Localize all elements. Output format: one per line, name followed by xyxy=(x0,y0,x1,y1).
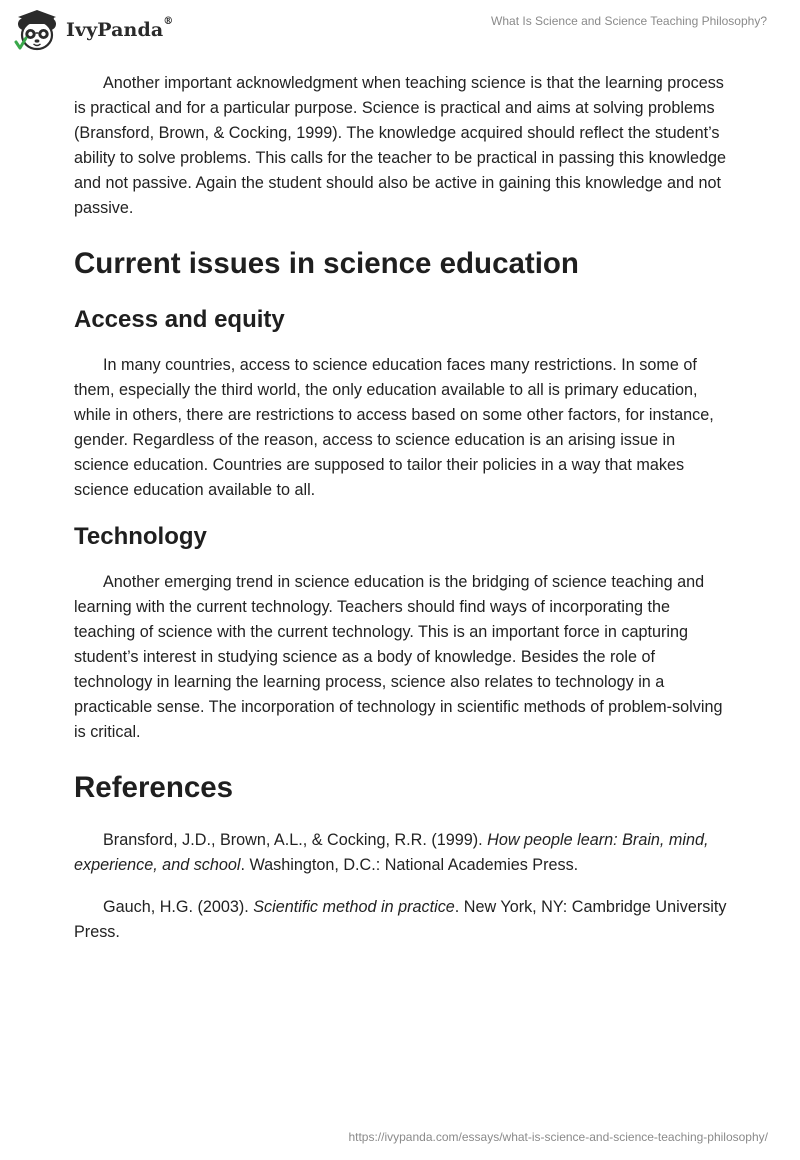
ivypanda-logo[interactable] xyxy=(14,8,173,52)
technology-paragraph: Another emerging trend in science education is the bridging of science teaching and learning with the current technology. Teachers should find ways of incorporating the teaching of science with the current technology. This is an important force in capturing student’s interest in studying science as a body of knowledge. Besides the role of technology in learning the learning process, science also relates to technology in a practicable sense. The incorporation of technology in scientific methods of problem-solving is critical. xyxy=(74,573,723,741)
page-header xyxy=(0,0,800,64)
brand-name: IvyPanda® xyxy=(66,16,174,41)
section-heading-references: References xyxy=(74,771,234,804)
subheading-technology: Technology xyxy=(74,523,207,550)
intro-paragraph: Another important acknowledgment when teaching science is that the learning process is practical and for a particular purpose. Science is practical and aims at solving problems (Bransford, Brown, & Cocking, 1999). The knowledge acquired should reflect the student’s ability to solve problems. This calls for the teacher to be practical in passing this knowledge and not passive. Again the student should also be active in gaining this knowledge and not passive. xyxy=(74,74,727,217)
essay-content xyxy=(74,71,734,945)
access-paragraph: In many countries, access to science education faces many restrictions. In some of them, especially the third world, the only education available to all is primary education, while in others, there are restrictions to access based on some other factors, for instance, gender. Regardless of the reason, access to science education is an arising issue in science education. Countries are supposed to tailor their policies in a way that makes science education available to all. xyxy=(74,356,714,499)
section-heading-current-issues: Current issues in science education xyxy=(74,247,579,280)
document-title: What Is Science and Science Teaching Philosophy? xyxy=(491,14,767,28)
panda-graduate-icon xyxy=(14,8,60,52)
subheading-access-equity: Access and equity xyxy=(74,306,285,333)
source-url[interactable]: https://ivypanda.com/essays/what-is-science-and-science-teaching-philosophy/ xyxy=(348,1130,768,1144)
reference-item: Gauch, H.G. (2003). Scientific method in practice. New York, NY: Cambridge University Press. xyxy=(74,898,727,941)
reference-item: Bransford, J.D., Brown, A.L., & Cocking, R.R. (1999). How people learn: Brain, mind, experience, and school. Washington, D.C.: National Academies Press. xyxy=(74,831,709,874)
